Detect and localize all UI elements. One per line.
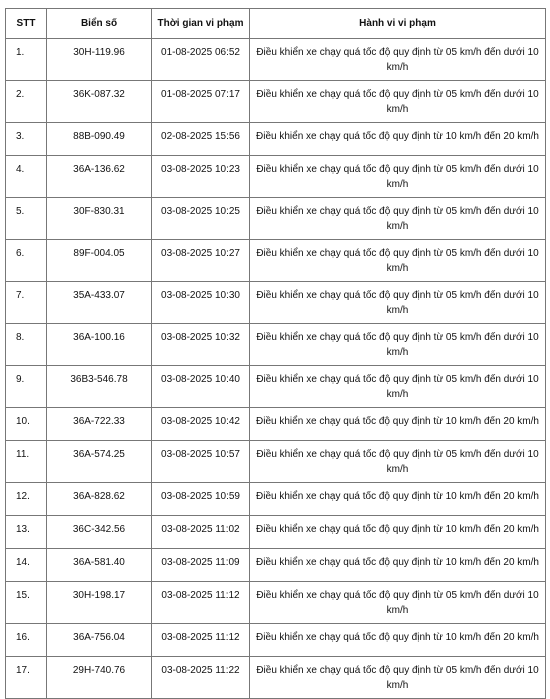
row-stt: 13. [6, 516, 47, 549]
row-action: Điều khiển xe chạy quá tốc độ quy định từ 05 km/h đến dưới 10 km/h [250, 366, 546, 408]
row-stt: 6. [6, 240, 47, 282]
row-action: Điều khiển xe chạy quá tốc độ quy định từ 05 km/h đến dưới 10 km/h [250, 198, 546, 240]
row-stt: 9. [6, 366, 47, 408]
row-plate: 36A-136.62 [47, 156, 152, 198]
row-plate: 30F-830.31 [47, 198, 152, 240]
row-action: Điều khiển xe chạy quá tốc độ quy định từ 05 km/h đến dưới 10 km/h [250, 582, 546, 624]
row-time: 03-08-2025 11:22 [152, 657, 250, 699]
row-action: Điều khiển xe chạy quá tốc độ quy định từ 05 km/h đến dưới 10 km/h [250, 240, 546, 282]
row-action: Điều khiển xe chạy quá tốc độ quy định từ 05 km/h đến dưới 10 km/h [250, 657, 546, 699]
row-action: Điều khiển xe chạy quá tốc độ quy định từ 10 km/h đến 20 km/h [250, 624, 546, 657]
table-row [6, 282, 546, 324]
row-stt: 5. [6, 198, 47, 240]
row-action: Điều khiển xe chạy quá tốc độ quy định từ 05 km/h đến dưới 10 km/h [250, 441, 546, 483]
row-action: Điều khiển xe chạy quá tốc độ quy định từ 05 km/h đến dưới 10 km/h [250, 156, 546, 198]
table-row [6, 516, 546, 549]
row-plate: 30H-198.17 [47, 582, 152, 624]
row-time: 03-08-2025 10:40 [152, 366, 250, 408]
row-plate: 36A-100.16 [47, 324, 152, 366]
row-stt: 12. [6, 483, 47, 516]
table-row [6, 582, 546, 624]
row-action: Điều khiển xe chạy quá tốc độ quy định từ 10 km/h đến 20 km/h [250, 408, 546, 441]
row-stt: 16. [6, 624, 47, 657]
row-plate: 29H-740.76 [47, 657, 152, 699]
table-header-row [6, 9, 546, 39]
row-action: Điều khiển xe chạy quá tốc độ quy định từ 05 km/h đến dưới 10 km/h [250, 39, 546, 81]
row-time: 03-08-2025 11:09 [152, 549, 250, 582]
row-action: Điều khiển xe chạy quá tốc độ quy định từ 10 km/h đến 20 km/h [250, 483, 546, 516]
table-row [6, 549, 546, 582]
row-stt: 17. [6, 657, 47, 699]
row-plate: 36C-342.56 [47, 516, 152, 549]
row-action: Điều khiển xe chạy quá tốc độ quy định từ 05 km/h đến dưới 10 km/h [250, 81, 546, 123]
header-plate: Biển số [47, 9, 152, 39]
row-time: 03-08-2025 10:57 [152, 441, 250, 483]
row-time: 03-08-2025 10:32 [152, 324, 250, 366]
row-action: Điều khiển xe chạy quá tốc độ quy định từ 10 km/h đến 20 km/h [250, 123, 546, 156]
row-plate: 36A-756.04 [47, 624, 152, 657]
row-time: 03-08-2025 10:27 [152, 240, 250, 282]
row-time: 03-08-2025 11:02 [152, 516, 250, 549]
table-row [6, 39, 546, 81]
row-plate: 36A-828.62 [47, 483, 152, 516]
row-time: 03-08-2025 10:23 [152, 156, 250, 198]
row-time: 03-08-2025 10:25 [152, 198, 250, 240]
table-row [6, 624, 546, 657]
violations-table [5, 8, 546, 699]
row-action: Điều khiển xe chạy quá tốc độ quy định từ 05 km/h đến dưới 10 km/h [250, 324, 546, 366]
table-row [6, 240, 546, 282]
row-plate: 36B3-546.78 [47, 366, 152, 408]
row-action: Điều khiển xe chạy quá tốc độ quy định từ 10 km/h đến 20 km/h [250, 516, 546, 549]
header-stt: STT [6, 9, 47, 39]
row-plate: 30H-119.96 [47, 39, 152, 81]
row-time: 01-08-2025 06:52 [152, 39, 250, 81]
row-stt: 2. [6, 81, 47, 123]
table-row [6, 156, 546, 198]
row-time: 03-08-2025 10:42 [152, 408, 250, 441]
row-plate: 36A-581.40 [47, 549, 152, 582]
row-stt: 7. [6, 282, 47, 324]
table-row [6, 198, 546, 240]
row-stt: 11. [6, 441, 47, 483]
row-plate: 35A-433.07 [47, 282, 152, 324]
table-row [6, 657, 546, 699]
table-row [6, 441, 546, 483]
table-row [6, 324, 546, 366]
table-row [6, 366, 546, 408]
row-time: 03-08-2025 11:12 [152, 624, 250, 657]
row-plate: 89F-004.05 [47, 240, 152, 282]
row-stt: 4. [6, 156, 47, 198]
table-row [6, 408, 546, 441]
row-action: Điều khiển xe chạy quá tốc độ quy định từ 10 km/h đến 20 km/h [250, 549, 546, 582]
row-plate: 36K-087.32 [47, 81, 152, 123]
row-action: Điều khiển xe chạy quá tốc độ quy định từ 05 km/h đến dưới 10 km/h [250, 282, 546, 324]
row-stt: 8. [6, 324, 47, 366]
row-time: 03-08-2025 11:12 [152, 582, 250, 624]
table-row [6, 123, 546, 156]
row-time: 03-08-2025 10:59 [152, 483, 250, 516]
table-body [6, 39, 546, 699]
header-time: Thời gian vi phạm [152, 9, 250, 39]
row-stt: 3. [6, 123, 47, 156]
row-stt: 1. [6, 39, 47, 81]
table-row [6, 483, 546, 516]
table-row [6, 81, 546, 123]
row-time: 01-08-2025 07:17 [152, 81, 250, 123]
row-stt: 15. [6, 582, 47, 624]
header-action: Hành vi vi phạm [250, 9, 546, 39]
row-plate: 88B-090.49 [47, 123, 152, 156]
row-time: 03-08-2025 10:30 [152, 282, 250, 324]
row-plate: 36A-722.33 [47, 408, 152, 441]
row-time: 02-08-2025 15:56 [152, 123, 250, 156]
row-stt: 14. [6, 549, 47, 582]
row-plate: 36A-574.25 [47, 441, 152, 483]
row-stt: 10. [6, 408, 47, 441]
